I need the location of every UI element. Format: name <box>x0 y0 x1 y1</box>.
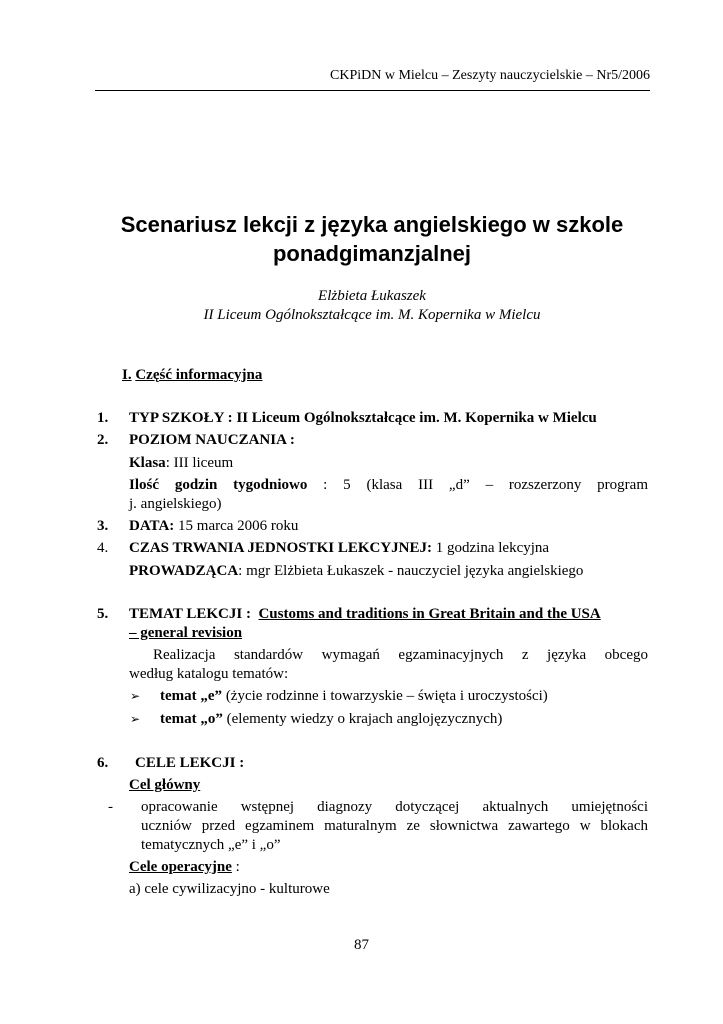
item-1-text: TYP SZKOŁY : II Liceum Ogólnokształcące im. M. Kopernika w Mielcu <box>129 410 597 426</box>
section-number: I. <box>122 367 132 383</box>
cele-operacyjne-suffix: : <box>231 859 240 875</box>
temat-o-value: (elementy wiedzy o krajach anglojęzycznych) <box>222 711 503 727</box>
item-3-text <box>129 517 298 535</box>
temat-e-label: temat „e” <box>160 688 223 704</box>
klasa-label: Klasa <box>129 455 166 471</box>
realizacja-continuation: według katalogu tematów: <box>129 666 289 682</box>
realizacja-line: Realizacja standardów wymagań egzaminacyjnych z języka obcego <box>153 647 648 663</box>
temat-e-value: (życie rodzinne i towarzyskie – święta i uroczystości) <box>222 688 548 704</box>
item-5-number: 5. <box>97 606 109 622</box>
temat-topic: Customs and traditions in Great Britain and the USA <box>258 606 601 622</box>
item-4-text <box>129 539 549 557</box>
czas-value: 1 godzina lekcyjna <box>432 540 550 556</box>
section-heading <box>122 366 262 384</box>
prowadzaca-label: PROWADZĄCA <box>129 563 239 579</box>
ilosc-line <box>129 476 648 494</box>
ilosc-label: Ilość godzin tygodniowo <box>129 477 308 493</box>
temat-o-line <box>160 710 502 728</box>
ilosc-continuation: j. angielskiego) <box>129 496 222 512</box>
item-2-text: POZIOM NAUCZANIA : <box>129 432 295 448</box>
bullet-arrow-icon: ➢ <box>130 712 141 726</box>
item-2-number: 2. <box>97 432 109 448</box>
czas-label: CZAS TRWANIA JEDNOSTKI LEKCYJNEJ: <box>129 540 433 556</box>
cel-text-line-2: uczniów przed egzaminem maturalnym ze słownictwa zawartego w blokach <box>141 818 648 834</box>
item-3-number: 3. <box>97 518 109 534</box>
header-rule <box>95 90 650 91</box>
section-label: Część informacyjna <box>135 367 263 383</box>
temat-o-label: temat „o” <box>160 711 223 727</box>
page-number: 87 <box>354 937 369 953</box>
klasa-value: : III liceum <box>165 455 234 471</box>
data-label: DATA: <box>129 518 175 534</box>
document-title: Scenariusz lekcji z języka angielskiego w szkole ponadgimanzjalnej <box>120 212 624 266</box>
klasa-line <box>129 454 233 472</box>
school-name: II Liceum Ogólnokształcące im. M. Kopernika w Mielcu <box>203 307 541 323</box>
cele-operacyjne-label: Cele operacyjne <box>129 859 232 875</box>
bullet-arrow-icon: ➢ <box>130 689 141 703</box>
item-4-number: 4. <box>97 540 109 556</box>
author-name: Elżbieta Łukaszek <box>318 288 426 304</box>
cel-text-line-1: opracowanie wstępnej diagnozy dotyczącej aktualnych umiejętności <box>141 799 648 815</box>
temat-e-line <box>160 687 548 705</box>
dash-bullet: - <box>108 799 113 815</box>
cele-a-line: a) cele cywilizacyjno - kulturowe <box>129 881 330 897</box>
item-6-text: CELE LEKCJI : <box>135 755 245 771</box>
prowadzaca-line <box>129 562 583 580</box>
cele-operacyjne-line <box>129 858 240 876</box>
item-1-number: 1. <box>97 410 109 426</box>
ilosc-value: : 5 (klasa III „d” – rozszerzony program <box>307 477 648 493</box>
item-5-text <box>129 605 601 623</box>
prowadzaca-value: : mgr Elżbieta Łukaszek - nauczyciel języka angielskiego <box>238 563 584 579</box>
cel-glowny-heading: Cel główny <box>129 777 201 793</box>
running-header: CKPiDN w Mielcu – Zeszyty nauczycielskie – Nr5/2006 <box>330 68 650 83</box>
data-value: 15 marca 2006 roku <box>174 518 299 534</box>
temat-topic-continuation: – general revision <box>129 625 243 641</box>
temat-label: TEMAT LEKCJI : <box>129 606 251 622</box>
cel-text-line-3: tematycznych „e” i „o” <box>141 837 281 853</box>
item-6-number: 6. <box>97 755 109 771</box>
